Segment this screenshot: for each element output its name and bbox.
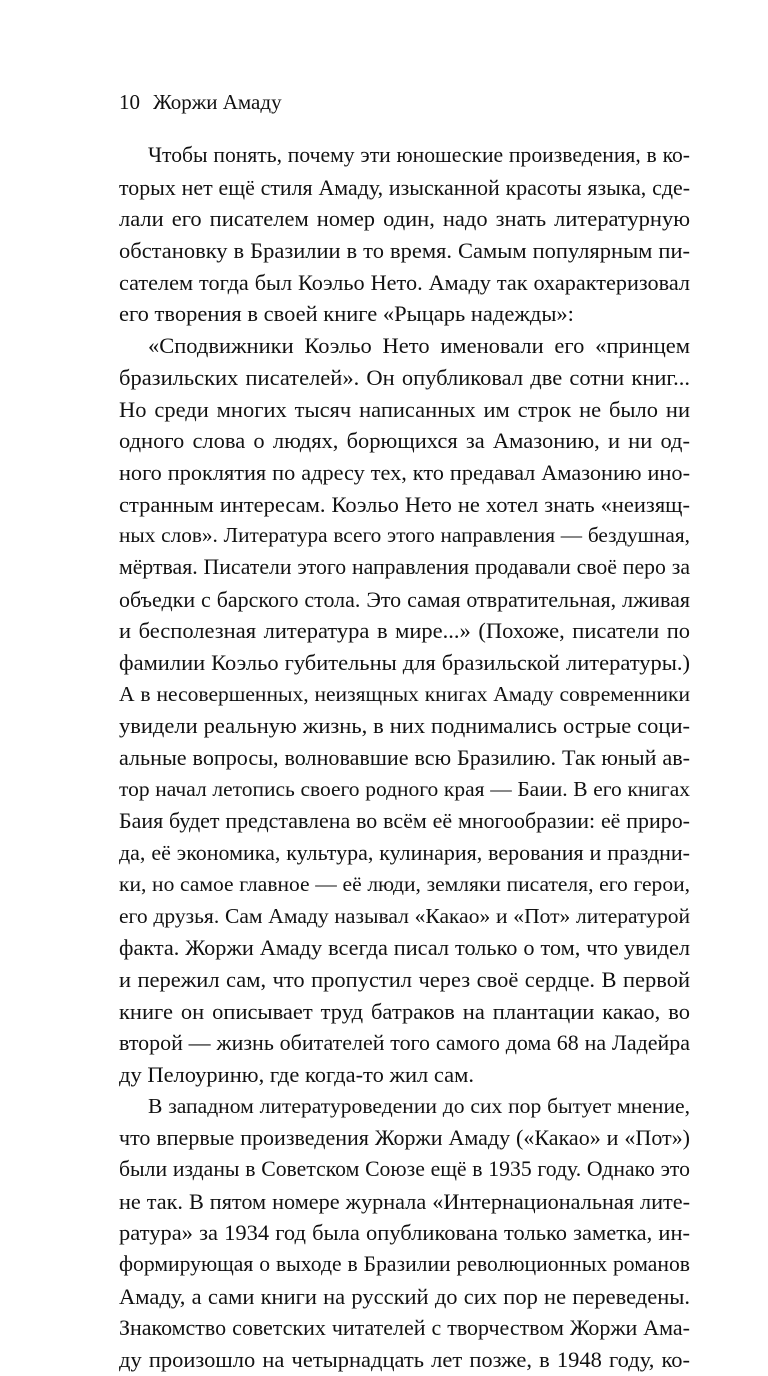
text-line: бразильских писателей». Он опубликовал две сотни книг... [119,364,690,390]
text-line: торых нет ещё стиля Амаду, изысканной красоты языка, сде- [119,174,690,200]
text-line: мёртвая. Писатели этого направления продавали своё перо за [119,554,690,579]
text-line: А в несовершенных, неизящных книгах Амаду современники [119,681,690,706]
text-line: ных слов». Литература всего этого направления — бездушная, [119,523,690,548]
text-line: формирующая о выходе в Бразилии революционных романов [119,1252,690,1277]
text-line: Но среди многих тысяч написанных им строк не было ни [119,396,690,422]
text-line: фамилии Коэльо губительны для бразильской литературы.) [119,650,690,675]
text-line: не так. В пятом номере журнала «Интернациональная лите- [119,1188,690,1214]
text-line: сателем тогда был Коэльо Нето. Амаду так охарактеризовал [119,269,690,295]
text-line: что впервые произведения Жоржи Амаду («Какао» и «Пот») [119,1125,690,1151]
text-line: второй — жизнь обитателей того самого дома 68 на Ладейра [119,1030,690,1056]
text-line: обстановку в Бразилии в то время. Самым популярным пи- [119,238,690,264]
text-line: «Сподвижники Коэльо Нето именовали его «принцем [148,333,690,359]
text-line: объедки с барского стола. Это самая отвратительная, лживая [119,586,690,612]
text-line: Баия будет представлена во всём её многообразии: её приро- [119,808,690,834]
text-line: Амаду, а сами книги на русский до сих пор не переведены. [119,1283,690,1309]
body-text [119,140,690,1376]
text-line: одного слова о людях, борющихся за Амазонию, и ни од- [119,428,690,454]
text-line: его друзья. Сам Амаду называл «Какао» и «Пот» литературой [119,903,690,928]
text-line: ратура» за 1934 год была опубликована только заметка, ин- [119,1220,690,1246]
text-line: тор начал летопись своего родного края — Баии. В его книгах [119,776,690,801]
text-line: ду произошло на четырнадцать лет позже, в 1948 году, ко- [119,1347,690,1373]
text-line: и пережил сам, что пропустил через своё сердце. В первой [119,966,690,992]
text-line: странным интересам. Коэльо Нето не хотел знать «неизящ- [119,491,690,517]
text-line: его творения в своей книге «Рыцарь надежды»: [119,301,574,327]
page-number: 10 [119,90,140,114]
text-line: лали его писателем номер один, надо знать литературную [119,206,690,232]
text-line: ного проклятия по адресу тех, кто предавал Амазонию ино- [119,459,690,485]
text-line: альные вопросы, волновавшие всю Бразилию. Так юный ав- [119,745,690,771]
text-line: увидели реальную жизнь, в них поднимались острые соци- [119,713,690,739]
text-line: да, её экономика, культура, кулинария, верования и праздни- [119,840,690,866]
text-line: были изданы в Советском Союзе ещё в 1935 году. Однако это [119,1157,690,1181]
running-title: Жоржи Амаду [153,90,282,114]
text-line: Знакомство советских читателей с творчеством Жоржи Ама- [119,1315,690,1341]
text-line: факта. Жоржи Амаду всегда писал только о том, что увидел [119,935,690,961]
text-line: книге он описывает труд батраков на плантации какао, во [119,998,690,1024]
running-header [119,89,282,115]
text-line: Чтобы понять, почему эти юношеские произведения, в ко- [148,143,690,167]
text-line: ки, но самое главное — её люди, земляки писателя, его герои, [119,871,690,896]
text-line: В западном литературоведении до сих пор бытует мнение, [148,1093,690,1118]
text-line: ду Пелоуриню, где когда-то жил сам. [119,1061,475,1087]
text-line: и бесполезная литература в мире...» (Похоже, писатели по [119,618,690,644]
